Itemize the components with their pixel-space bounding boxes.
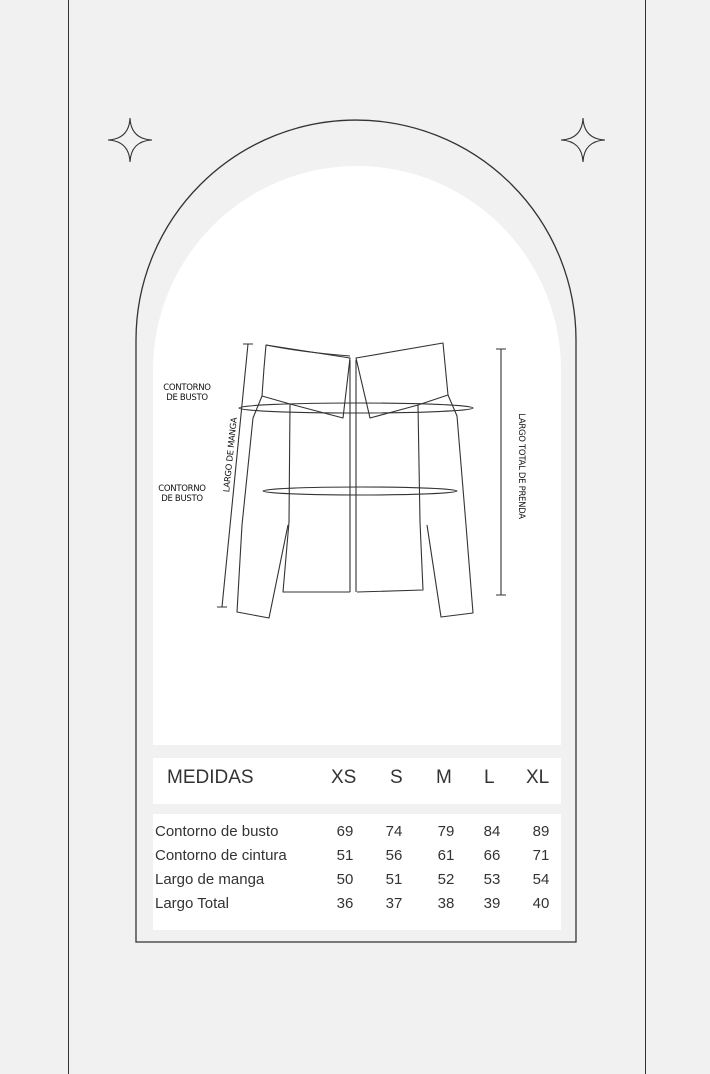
label-line: CONTORNO	[158, 484, 206, 494]
cell-xs: 50	[336, 871, 354, 888]
cell-xs: 36	[336, 895, 354, 912]
cell-l: 84	[483, 823, 501, 840]
cell-s: 51	[385, 871, 403, 888]
label-contorno-busto-top	[155, 383, 219, 403]
table-row	[153, 867, 561, 891]
size-l: L	[484, 767, 495, 788]
size-m: M	[436, 767, 452, 788]
size-xs: XS	[331, 767, 357, 788]
cell-m: 61	[437, 847, 455, 864]
cell-s: 56	[385, 847, 403, 864]
cell-l: 53	[483, 871, 501, 888]
label-contorno-busto-bottom	[150, 484, 214, 504]
label-line: DE BUSTO	[161, 494, 203, 504]
size-xl: XL	[526, 767, 550, 788]
arch-panel	[153, 166, 561, 745]
size-s: S	[390, 767, 403, 788]
cell-xs: 69	[336, 823, 354, 840]
measurements-table	[153, 814, 561, 930]
table-row	[153, 819, 561, 843]
label-line: DE BUSTO	[166, 393, 208, 403]
cell-m: 38	[437, 895, 455, 912]
cell-xl: 71	[532, 847, 550, 864]
cell-s: 37	[385, 895, 403, 912]
cell-l: 39	[483, 895, 501, 912]
row-label: Largo Total	[155, 895, 229, 912]
table-header	[153, 758, 561, 804]
row-label: Contorno de cintura	[155, 847, 287, 864]
table-title: MEDIDAS	[167, 767, 254, 788]
cell-xs: 51	[336, 847, 354, 864]
row-label: Largo de manga	[155, 871, 265, 888]
cell-l: 66	[483, 847, 501, 864]
cell-m: 52	[437, 871, 455, 888]
cell-s: 74	[385, 823, 403, 840]
cell-xl: 54	[532, 871, 550, 888]
cell-xl: 40	[532, 895, 550, 912]
sparkle-icon-right	[561, 118, 605, 162]
label-line: CONTORNO	[163, 383, 211, 393]
label-largo-total: LARGO TOTAL DE PRENDA	[516, 413, 526, 519]
row-label: Contorno de busto	[155, 823, 279, 840]
sparkle-icon-left	[108, 118, 152, 162]
table-row	[153, 891, 561, 915]
cell-m: 79	[437, 823, 455, 840]
cell-xl: 89	[532, 823, 550, 840]
label-largo-manga: LARGO DE MANGA	[222, 417, 240, 493]
table-row	[153, 843, 561, 867]
